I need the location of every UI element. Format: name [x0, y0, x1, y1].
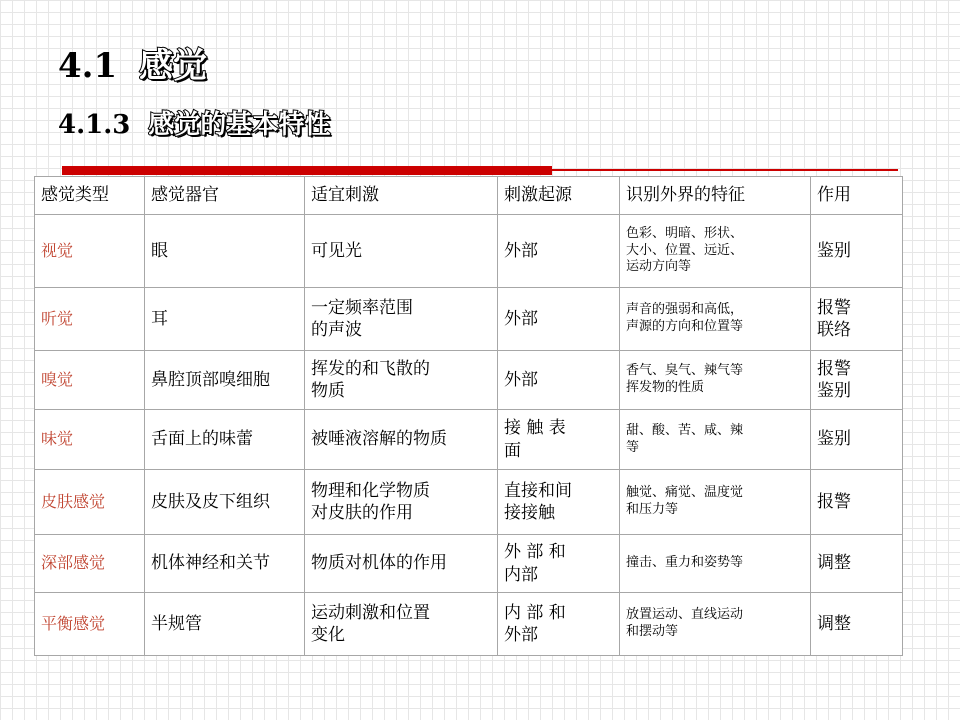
cell-type: 听觉 [35, 288, 145, 351]
cell-stimulus: 可见光 [305, 215, 498, 288]
cell-stimulus: 挥发的和飞散的 物质 [305, 351, 498, 410]
cell-features: 触觉、痛觉、温度觉 和压力等 [620, 470, 811, 535]
table-row [35, 593, 903, 656]
header-features: 识别外界的特征 [620, 177, 811, 215]
page-title [58, 38, 207, 87]
section-subtitle [58, 104, 330, 141]
cell-function: 鉴别 [811, 215, 903, 288]
table-row [35, 351, 903, 410]
cell-type: 平衡感觉 [35, 593, 145, 656]
cell-features: 香气、臭气、辣气等 挥发物的性质 [620, 351, 811, 410]
cell-function: 报警 鉴别 [811, 351, 903, 410]
cell-stimulus: 物质对机体的作用 [305, 535, 498, 593]
header-stimulus: 适宜刺激 [305, 177, 498, 215]
cell-source: 直接和间 接接触 [498, 470, 620, 535]
cell-features: 放置运动、直线运动 和摆动等 [620, 593, 811, 656]
cell-function: 报警 [811, 470, 903, 535]
subtitle-text: 感觉的基本特性 [148, 110, 331, 140]
sensation-table [34, 176, 903, 656]
table-row [35, 215, 903, 288]
cell-source: 外部 [498, 215, 620, 288]
cell-type: 视觉 [35, 215, 145, 288]
cell-type: 深部感觉 [35, 535, 145, 593]
cell-type: 皮肤感觉 [35, 470, 145, 535]
cell-function: 调整 [811, 593, 903, 656]
table-row [35, 470, 903, 535]
cell-stimulus: 被唾液溶解的物质 [305, 410, 498, 470]
cell-features: 色彩、明暗、形状、 大小、位置、远近、 运动方向等 [620, 215, 811, 288]
cell-stimulus: 运动刺激和位置 变化 [305, 593, 498, 656]
cell-type: 味觉 [35, 410, 145, 470]
cell-source: 内 部 和 外部 [498, 593, 620, 656]
cell-features: 甜、酸、苦、咸、辣 等 [620, 410, 811, 470]
cell-organ: 机体神经和关节 [145, 535, 305, 593]
accent-divider-bar [62, 166, 552, 175]
cell-source: 外 部 和 内部 [498, 535, 620, 593]
cell-features: 撞击、重力和姿势等 [620, 535, 811, 593]
cell-stimulus: 一定频率范围 的声波 [305, 288, 498, 351]
header-organ: 感觉器官 [145, 177, 305, 215]
cell-organ: 半规管 [145, 593, 305, 656]
cell-source: 外部 [498, 288, 620, 351]
title-number: 4.1 [58, 46, 118, 86]
title-text: 感觉 [139, 46, 208, 86]
header-source: 刺激起源 [498, 177, 620, 215]
cell-function: 报警 联络 [811, 288, 903, 351]
header-function: 作用 [811, 177, 903, 215]
cell-source: 接 触 表 面 [498, 410, 620, 470]
table-row [35, 288, 903, 351]
cell-function: 鉴别 [811, 410, 903, 470]
cell-organ: 舌面上的味蕾 [145, 410, 305, 470]
cell-features: 声音的强弱和高低， 声源的方向和位置等 [620, 288, 811, 351]
table-row [35, 410, 903, 470]
cell-organ: 皮肤及皮下组织 [145, 470, 305, 535]
cell-stimulus: 物理和化学物质 对皮肤的作用 [305, 470, 498, 535]
cell-organ: 耳 [145, 288, 305, 351]
table-header-row [35, 177, 903, 215]
cell-source: 外部 [498, 351, 620, 410]
cell-type: 嗅觉 [35, 351, 145, 410]
table-row [35, 535, 903, 593]
cell-organ: 眼 [145, 215, 305, 288]
cell-organ: 鼻腔顶部嗅细胞 [145, 351, 305, 410]
cell-function: 调整 [811, 535, 903, 593]
subtitle-number: 4.1.3 [58, 110, 131, 140]
header-type: 感觉类型 [35, 177, 145, 215]
